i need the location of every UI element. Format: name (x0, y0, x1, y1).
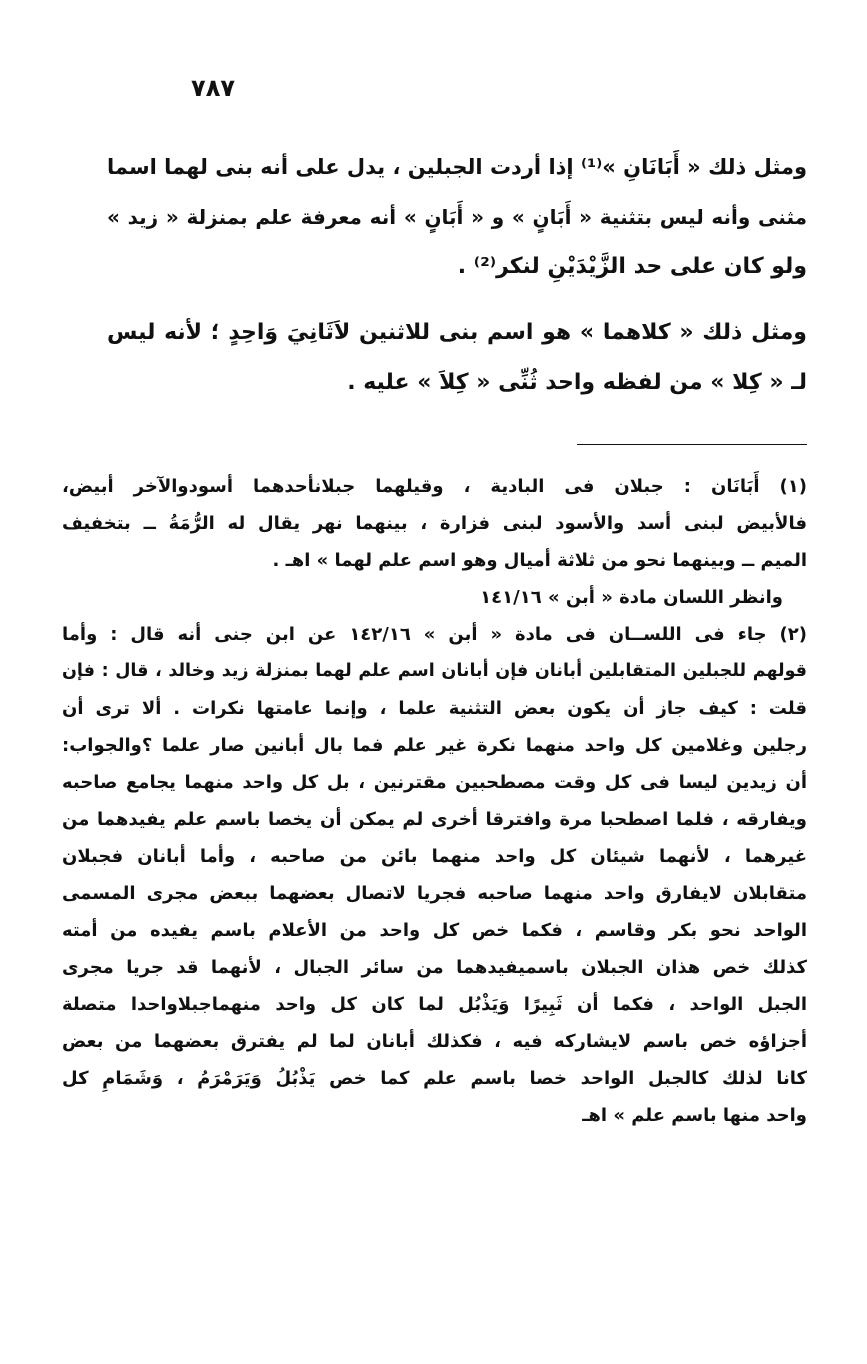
footnote-line: واحد منها باسم علم » اهـ (582, 1105, 807, 1126)
footnote-line: الميم ــ وبينهما نحو من ثلاثة أميال وهو اسم علم لهما » اهـ . (272, 550, 807, 571)
footnote-line: أجزاؤه خص باسم لايشاركه فيه ، فكذلك أبانان لما لم يفترق بعضهما من بعض (62, 1031, 807, 1052)
footnote-line: (١) أَبَانَان : جبلان فى البادية ، وقيلهما جبلانأحدهما أسودوالآخر أبيض، (62, 476, 807, 497)
footnote-line: كذلك خص هذان الجبلان باسميفيدهما من سائر الجبال ، لأنهما قد جريا مجرى (62, 957, 807, 978)
footnote-line: وانظر اللسان مادة « أبن » ١٤١/١٦ (480, 587, 783, 608)
footnote-line: قولهم للجبلين المتقابلين أبانان فإن أبانان اسم علم لهما بمنزلة زيد وخالد ، قال : فإن (62, 661, 807, 681)
main-text-line: لـ « كِلا » من لفظه واحد ثُنِّى « كِلاَ » عليه . (347, 370, 807, 395)
footnote-line: (٢) جاء فى اللســان فى مادة « أبن » ١٤٢/١٦ عن ابن جنى أنه قال : وأما (62, 624, 807, 645)
main-text-line: ولو كان على حد الزَّيْدَيْنِ لنكر⁽²⁾ . (457, 254, 807, 279)
footnote-line: الواحد نحو بكر وقاسم ، فكما خص كل واحد من الأعلام باسم يفيده من أمته (62, 920, 807, 941)
main-text (107, 142, 807, 408)
paragraph-gap (107, 292, 807, 308)
footnote-line: أن زيدين ليسا فى كل وقت مصطحبين مقترنين ، بل كل واحد منهما يجامع صاحبه (62, 772, 807, 793)
main-text-line: ومثل ذلك « كلاهما » هو اسم بنى للاثنين لاَثَانِيَ وَاحِدٍ ؛ لأنه ليس (107, 320, 807, 345)
footnote-line: كانا لذلك كالجبل الواحد خصا باسم علم كما خص يَذْبُلُ وَيَرَمْرَمُ ، وَشَمَامِ كل (62, 1068, 807, 1089)
main-text-line: ومثل ذلك « أَبَانَانِ »⁽¹⁾ إذا أردت الجبلين ، يدل على أنه بنى لهما اسما (107, 155, 807, 179)
footnote-line: قلت : كيف جاز أن يكون بعض التثنية علما ، وإنما عامتها نكرات . ألا ترى أن (62, 698, 807, 719)
footnote-line: غيرهما ، لأنهما شيئان كل واحد منهما بائن من صاحبه ، وأما أبانان فجبلان (62, 846, 807, 867)
footnote-line: متقابلان لايفارق واحد منهما صاحبه فجريا لاتصال بعضهما ببعض مجرى المسمى (62, 883, 807, 904)
footnote-line: ويفارقه ، فلما اصطحبا مرة وافترقا أخرى لم يمكن أن يخصا باسم علم يفيدهما من (62, 809, 807, 830)
footnote-line: الجبل الواحد ، فكما أن ثَبِيرًا وَيَذْبُل لما كان كل واحد منهماجبلاواحدا متصلة (62, 994, 807, 1015)
footnotes (62, 468, 807, 1134)
page-number: ٧٨٧ (191, 74, 235, 102)
footnote-line: رجلين وغلامين كل واحد منهما نكرة غير علم فما بال أبانين صار علما ؟والجواب: (62, 735, 807, 756)
footnote-separator (577, 444, 807, 445)
main-text-line: مثنى وأنه ليس بتثنية « أَبَانٍ » و « أَبَانٍ » أنه معرفة علم بمنزلة « زيد » (107, 205, 807, 229)
footnote-line: فالأبيض لبنى أسد والأسود لبنى فزارة ، بينهما نهر يقال له الرُّمَةُ ــ بتخفيف (62, 513, 807, 534)
